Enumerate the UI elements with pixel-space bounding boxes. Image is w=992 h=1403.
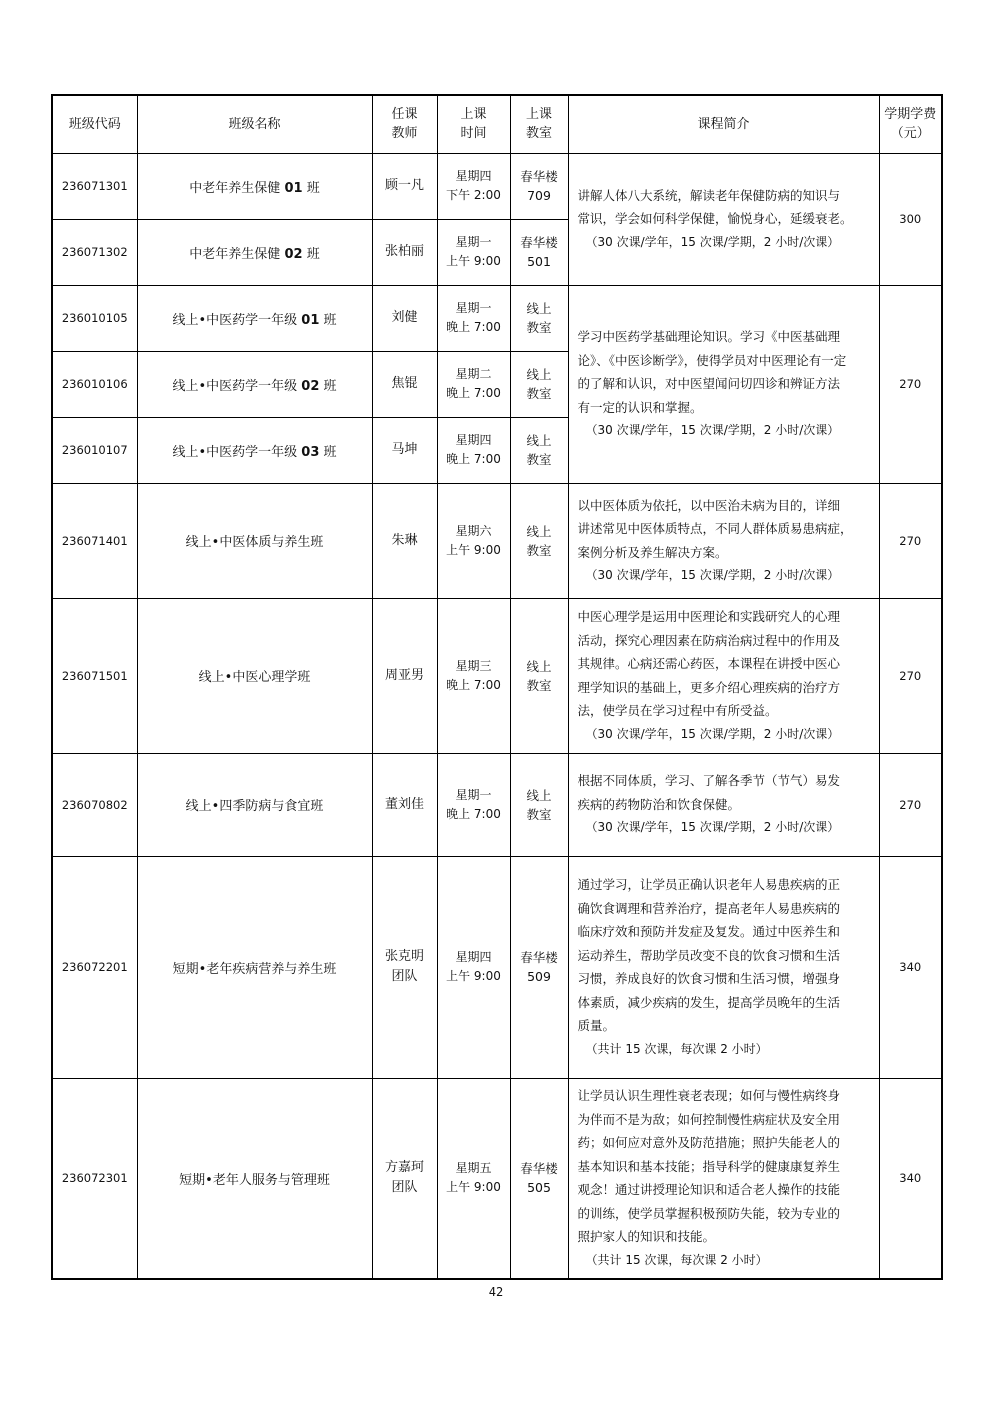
cell-line: 星期四 [455, 169, 492, 183]
cell-line: 教室 [526, 677, 552, 693]
table-row [52, 285, 942, 351]
teacher-cell [372, 351, 437, 417]
header-tuition: 学期学费 （元） [879, 95, 942, 153]
class-name-cell [137, 753, 372, 856]
teacher-cell [372, 1078, 437, 1279]
class-name-text: 线上•四季防病与食宜班 [185, 799, 324, 814]
cell-line: 周亚男 [384, 667, 424, 683]
table-row [52, 1078, 942, 1279]
cell-line: 晚上 7:00 [446, 806, 501, 821]
cell-line: 张柏丽 [384, 244, 424, 259]
cell-line: 上午 9:00 [446, 1180, 501, 1195]
intro-line: 疾病的药物防治和饮食保健。 [577, 796, 741, 812]
classroom-cell [510, 1078, 568, 1279]
intro-line: 其规律。心病还需心药医，本课程在讲授中医心 [577, 656, 841, 671]
table-row [52, 856, 942, 1078]
cell-line: 张克明 [384, 949, 424, 964]
cell-line: 晚上 7:00 [446, 677, 501, 692]
course-intro-cell [568, 285, 879, 483]
teacher-cell [372, 153, 437, 219]
cell-line: 星期五 [455, 1161, 492, 1176]
cell-line: 团队 [391, 1180, 418, 1196]
cell-line: 朱琳 [391, 532, 418, 548]
intro-line: 确饮食调理和营养治疗，提高老年人易患疾病的 [577, 900, 841, 916]
classroom-cell [510, 753, 568, 856]
intro-note: （30 次课/学年，15 次课/学期，2 小时/次课） [585, 726, 840, 741]
cell-line: 星期四 [455, 950, 492, 964]
intro-note: （30 次课/学年，15 次课/学期，2 小时/次课） [585, 568, 840, 582]
intro-line: 质量。 [577, 1018, 616, 1033]
cell-line: 焦锟 [391, 376, 418, 391]
cell-line: 晚上 7:00 [446, 452, 501, 466]
cell-line: 教室 [526, 542, 552, 558]
course-schedule-table [51, 94, 943, 1280]
teacher-cell [372, 417, 437, 483]
intro-line: 案例分析及养生解决方案。 [577, 544, 728, 560]
cell-line: 星期二 [455, 367, 492, 381]
table-body [52, 153, 942, 1279]
class-time-cell [437, 483, 510, 598]
cell-line: 上午 9:00 [446, 254, 501, 268]
class-number: 02 [284, 246, 303, 262]
header-row [52, 95, 942, 153]
class-code-cell: 236010105 [52, 285, 137, 351]
intro-line: 为伴而不是为敌；如何控制慢性病症状及安全用 [577, 1111, 841, 1127]
class-name-text: 中老年养生保健 [189, 180, 281, 196]
cell-line: 刘健 [391, 310, 418, 325]
class-number: 01 [301, 312, 320, 328]
tuition-cell: 270 [879, 483, 942, 598]
class-time-cell [437, 219, 510, 285]
intro-line: 中医心理学是运用中医理论和实践研究人的心理 [577, 609, 841, 624]
intro-line: 习惯，养成良好的饮食习惯和生活习惯，增强身 [577, 971, 841, 986]
cell-line: 下午 2:00 [446, 188, 501, 202]
class-code-cell: 236070802 [52, 753, 137, 856]
cell-line: 505 [527, 1180, 551, 1196]
classroom-cell [510, 285, 568, 351]
cell-line: 春华楼 [520, 950, 558, 965]
cell-line: 马坤 [391, 442, 418, 457]
class-name-text: 短期•老年疾病营养与养生班 [172, 961, 337, 977]
class-code-cell: 236071501 [52, 598, 137, 753]
class-code-cell: 236072301 [52, 1078, 137, 1279]
intro-line: 临床疗效和预防并发症及复发。通过中医养生和 [577, 924, 841, 939]
header-course-intro: 课程简介 [568, 95, 879, 153]
class-code-cell: 236072201 [52, 856, 137, 1078]
tuition-cell: 270 [879, 753, 942, 856]
classroom-cell [510, 153, 568, 219]
class-time-cell [437, 856, 510, 1078]
cell-line: 709 [527, 188, 551, 203]
classroom-cell [510, 483, 568, 598]
intro-line: 基本知识和基本技能；指导科学的健康康复养生 [577, 1158, 841, 1174]
tuition-cell: 270 [879, 285, 942, 483]
class-name-cell [137, 351, 372, 417]
intro-note: （30 次课/学年，15 次课/学期，2 小时/次课） [585, 820, 840, 835]
table-row [52, 753, 942, 856]
header-teacher: 任课 教师 [372, 95, 437, 153]
header-time: 上课 时间 [437, 95, 510, 153]
class-number: 02 [301, 378, 320, 394]
header-class-code: 班级代码 [52, 95, 137, 153]
class-name-cell [137, 417, 372, 483]
cell-line: 教室 [526, 320, 552, 335]
header-class-name: 班级名称 [137, 95, 372, 153]
cell-line: 教室 [526, 386, 552, 401]
cell-line: 星期四 [455, 433, 492, 447]
cell-line: 上午 9:00 [446, 542, 501, 557]
cell-line: 方嘉珂 [384, 1160, 424, 1176]
class-code-cell: 236071401 [52, 483, 137, 598]
class-time-cell [437, 285, 510, 351]
tuition-cell: 340 [879, 856, 942, 1078]
tuition-cell: 300 [879, 153, 942, 285]
intro-line: 观念！通过讲授理论知识和适合老人操作的技能 [577, 1182, 841, 1198]
course-intro-cell [568, 1078, 879, 1279]
cell-line: 董刘佳 [384, 796, 424, 812]
header-classroom: 上课 教室 [510, 95, 568, 153]
class-code-cell: 236071301 [52, 153, 137, 219]
table-row [52, 153, 942, 219]
intro-line: 药；如何应对意外及防范措施；照护失能老人的 [577, 1135, 841, 1151]
intro-line: 论》、《中医诊断学》，使得学员对中医理论有一定 [577, 352, 847, 368]
class-time-cell [437, 598, 510, 753]
class-name-cell [137, 598, 372, 753]
cell-line: 501 [527, 254, 551, 269]
cell-line: 线上 [526, 787, 552, 803]
intro-line: 以中医体质为依托，以中医治未病为目的，详细 [577, 497, 841, 513]
intro-note: （共计 15 次课，每次课 2 小时） [585, 1252, 768, 1267]
intro-line: 讲解人体八大系统，解读老年保健防病的知识与 [577, 187, 841, 203]
table-row [52, 598, 942, 753]
class-name-text: 中老年养生保健 [189, 246, 281, 262]
cell-line: 春华楼 [520, 235, 558, 250]
cell-line: 星期一 [455, 235, 492, 249]
intro-line: 讲述常见中医体质特点，不同人群体质易患病症， [577, 521, 853, 536]
classroom-cell [510, 219, 568, 285]
class-name-suffix: 班 [306, 246, 320, 262]
class-time-cell [437, 153, 510, 219]
teacher-cell [372, 483, 437, 598]
class-name-text: 线上•中医药学一年级 [172, 312, 298, 328]
cell-line: 春华楼 [520, 1161, 558, 1177]
class-name-cell [137, 153, 372, 219]
intro-line: 法，使学员在学习过程中有所受益。 [577, 703, 778, 718]
classroom-cell [510, 598, 568, 753]
classroom-cell [510, 417, 568, 483]
classroom-cell [510, 351, 568, 417]
class-name-cell [137, 483, 372, 598]
intro-line: 照护家人的知识和技能。 [577, 1229, 716, 1245]
intro-line: 的了解和认识，对中医望闻问切四诊和辨证方法 [577, 376, 841, 392]
course-intro-cell [568, 856, 879, 1078]
cell-line: 线上 [526, 367, 552, 382]
class-code-cell: 236071302 [52, 219, 137, 285]
cell-line: 星期六 [455, 523, 492, 538]
cell-line: 线上 [526, 433, 552, 448]
teacher-cell [372, 219, 437, 285]
cell-line: 晚上 7:00 [446, 386, 501, 400]
cell-line: 线上 [526, 301, 552, 316]
cell-line: 顾一凡 [384, 178, 424, 193]
page-number: 42 [488, 1285, 504, 1299]
class-name-cell [137, 856, 372, 1078]
cell-line: 春华楼 [520, 169, 558, 184]
course-intro-cell [568, 483, 879, 598]
class-name-text: 线上•中医体质与养生班 [185, 535, 324, 550]
class-time-cell [437, 417, 510, 483]
course-intro-cell [568, 753, 879, 856]
cell-line: 线上 [526, 523, 552, 539]
teacher-cell [372, 285, 437, 351]
cell-line: 星期一 [455, 301, 492, 315]
intro-line: 通过学习，让学员正确认识老年人易患疾病的正 [577, 877, 841, 892]
tuition-cell: 340 [879, 1078, 942, 1279]
table-row [52, 483, 942, 598]
class-number: 01 [284, 180, 303, 196]
cell-line: 教室 [526, 452, 552, 467]
intro-note: （30 次课/学年，15 次课/学期，2 小时/次课） [585, 234, 840, 249]
course-intro-cell [568, 153, 879, 285]
intro-line: 体素质，减少疾病的发生，提高学员晚年的生活 [577, 994, 841, 1010]
cell-line: 教室 [526, 806, 552, 822]
cell-line: 509 [527, 969, 551, 984]
class-name-suffix: 班 [323, 312, 337, 328]
tuition-cell: 270 [879, 598, 942, 753]
class-name-cell [137, 1078, 372, 1279]
classroom-cell [510, 856, 568, 1078]
class-code-cell: 236010107 [52, 417, 137, 483]
class-code-cell: 236010106 [52, 351, 137, 417]
intro-line: 常识，学会如何科学保健，愉悦身心，延缓衰老。 [577, 211, 853, 227]
class-time-cell [437, 1078, 510, 1279]
intro-line: 理学知识的基础上，更多介绍心理疾病的治疗方 [577, 679, 841, 695]
class-name-text: 线上•中医药学一年级 [172, 378, 298, 394]
intro-line: 学习中医药学基础理论知识。学习《中医基础理 [577, 329, 841, 345]
intro-line: 有一定的认识和掌握。 [577, 399, 703, 415]
teacher-cell [372, 598, 437, 753]
intro-line: 的训练，使学员掌握积极预防失能，较为专业的 [577, 1205, 841, 1221]
intro-note: （共计 15 次课，每次课 2 小时） [585, 1041, 768, 1056]
class-name-cell [137, 219, 372, 285]
class-time-cell [437, 351, 510, 417]
intro-line: 活动，探究心理因素在防病治病过程中的作用及 [577, 632, 841, 648]
intro-line: 运动养生，帮助学员改变不良的饮食习惯和生活 [577, 947, 841, 963]
intro-note: （30 次课/学年，15 次课/学期，2 小时/次课） [585, 423, 840, 438]
teacher-cell [372, 856, 437, 1078]
teacher-cell [372, 753, 437, 856]
class-name-suffix: 班 [306, 180, 320, 196]
cell-line: 星期一 [455, 787, 492, 802]
cell-line: 星期三 [455, 658, 492, 673]
class-name-suffix: 班 [323, 378, 337, 394]
cell-line: 线上 [526, 658, 552, 674]
class-number: 03 [301, 444, 320, 460]
intro-line: 让学员认识生理性衰老表现；如何与慢性病终身 [577, 1088, 841, 1104]
cell-line: 上午 9:00 [446, 969, 501, 983]
cell-line: 团队 [391, 969, 418, 984]
course-intro-cell [568, 598, 879, 753]
class-name-suffix: 班 [323, 444, 337, 460]
class-time-cell [437, 753, 510, 856]
class-name-text: 线上•中医药学一年级 [172, 444, 298, 460]
class-name-text: 短期•老年人服务与管理班 [179, 1172, 330, 1188]
class-name-cell [137, 285, 372, 351]
class-name-text: 线上•中医心理学班 [198, 670, 311, 685]
intro-line: 根据不同体质，学习、了解各季节（节气）易发 [577, 773, 841, 789]
cell-line: 晚上 7:00 [446, 320, 501, 334]
